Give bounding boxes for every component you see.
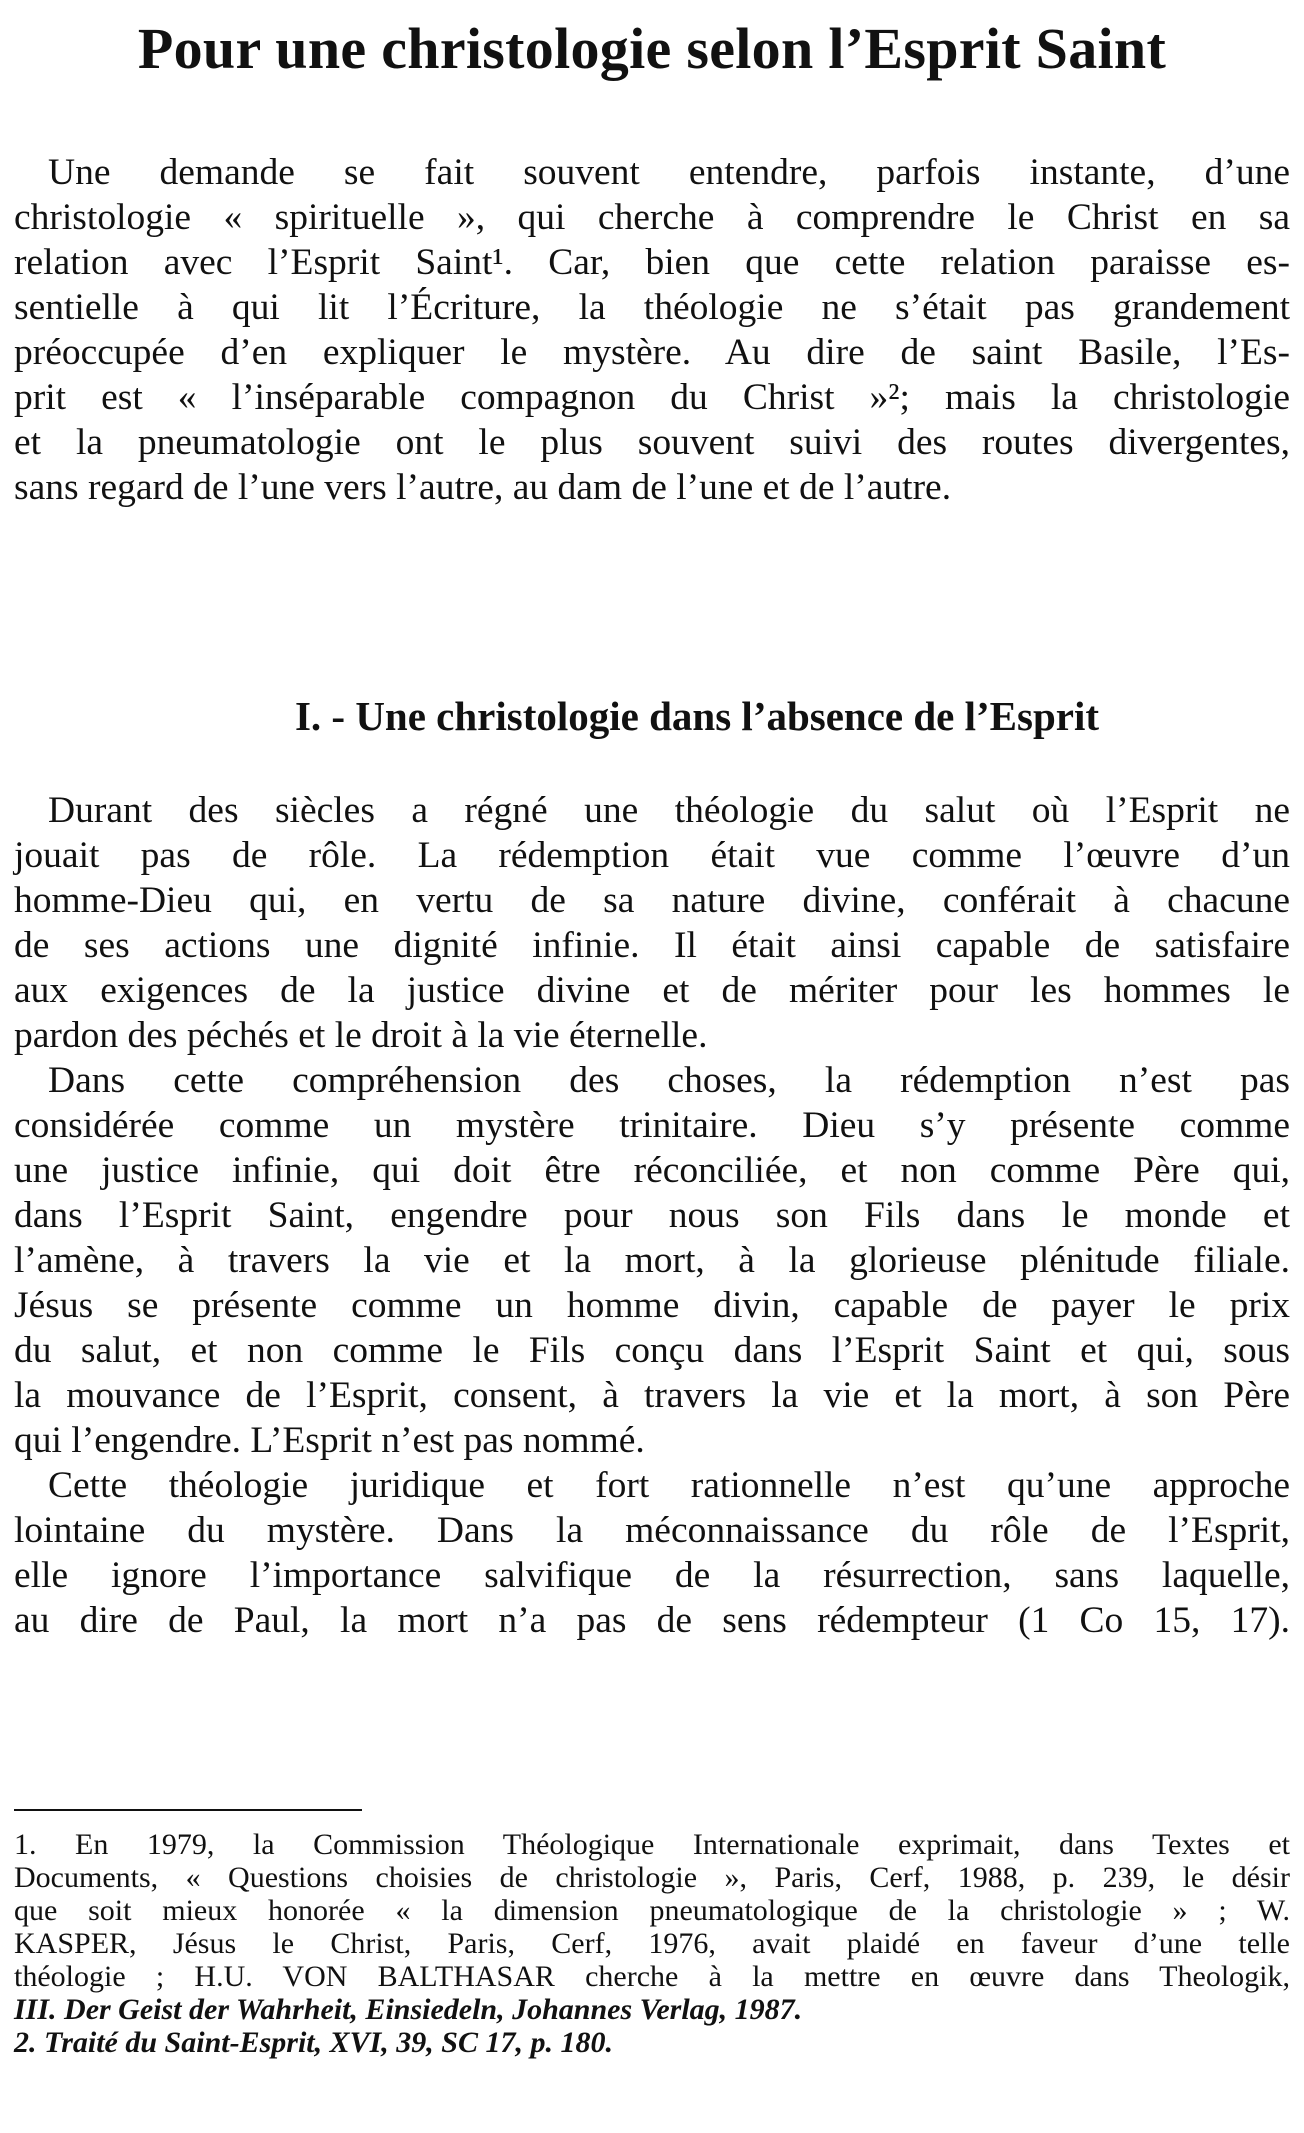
section-line: considérée comme un mystère trinitaire. Dieu s’y présente comme — [14, 1105, 1290, 1146]
section-line: aux exigences de la justice divine et de mériter pour les hommes le — [14, 970, 1290, 1011]
section-line: du salut, et non comme le Fils conçu dans l’Esprit Saint et qui, sous — [14, 1330, 1290, 1371]
section-line: elle ignore l’importance salvifique de la résurrection, sans laquelle, — [14, 1555, 1290, 1596]
section-line: qui l’engendre. L’Esprit n’est pas nommé. — [14, 1420, 645, 1461]
footnote-line: que soit mieux honorée « la dimension pneumatologique de la christologie » ; W. — [14, 1894, 1290, 1927]
section-line: Jésus se présente comme un homme divin, capable de payer le prix — [14, 1285, 1290, 1326]
section-line: dans l’Esprit Saint, engendre pour nous son Fils dans le monde et — [14, 1195, 1290, 1236]
intro-line: relation avec l’Esprit Saint¹. Car, bien que cette relation paraisse es- — [14, 242, 1290, 283]
footnotes — [14, 1828, 1290, 2059]
footnote-line: III. Der Geist der Wahrheit, Einsiedeln, Johannes Verlag, 1987. — [14, 1993, 803, 2026]
intro-line: sentielle à qui lit l’Écriture, la théologie ne s’était pas grandement — [14, 287, 1290, 328]
intro-paragraph — [14, 150, 1290, 510]
section-line: l’amène, à travers la vie et la mort, à la glorieuse plénitude filiale. — [14, 1240, 1290, 1281]
section-heading: I. - Une christologie dans l’absence de l’Esprit — [294, 693, 1100, 739]
intro-line: christologie « spirituelle », qui cherche à comprendre le Christ en sa — [14, 197, 1290, 238]
intro-line: préoccupée d’en expliquer le mystère. Au dire de saint Basile, l’Es- — [14, 332, 1290, 373]
section-line: homme-Dieu qui, en vertu de sa nature divine, conférait à chacune — [14, 880, 1290, 921]
intro-line: et la pneumatologie ont le plus souvent suivi des routes divergentes, — [14, 422, 1290, 463]
footnote-line: Documents, « Questions choisies de christologie », Paris, Cerf, 1988, p. 239, le désir — [14, 1861, 1290, 1894]
section-line: Dans cette compréhension des choses, la rédemption n’est pas — [48, 1060, 1290, 1101]
section-line: une justice infinie, qui doit être réconciliée, et non comme Père qui, — [14, 1150, 1290, 1191]
section-line: la mouvance de l’Esprit, consent, à travers la vie et la mort, à son Père — [14, 1375, 1290, 1416]
section-line: Cette théologie juridique et fort rationnelle n’est qu’une approche — [48, 1465, 1290, 1506]
page-title: Pour une christologie selon l’Esprit Saint — [137, 16, 1167, 81]
footnote-line: KASPER, Jésus le Christ, Paris, Cerf, 1976, avait plaidé en faveur d’une telle — [14, 1927, 1290, 1960]
footnote-line: théologie ; H.U. VON BALTHASAR cherche à la mettre en œuvre dans Theologik, — [14, 1960, 1290, 1993]
section-line: jouait pas de rôle. La rédemption était vue comme l’œuvre d’un — [14, 835, 1290, 876]
section-line: pardon des péchés et le droit à la vie éternelle. — [14, 1015, 708, 1056]
intro-line: prit est « l’inséparable compagnon du Christ »²; mais la christologie — [14, 377, 1290, 418]
section-body — [14, 788, 1290, 1643]
intro-line: sans regard de l’une vers l’autre, au dam de l’une et de l’autre. — [14, 467, 952, 508]
section-line: Durant des siècles a régné une théologie du salut où l’Esprit ne — [48, 790, 1290, 831]
intro-line: Une demande se fait souvent entendre, parfois instante, d’une — [48, 152, 1290, 193]
section-line: au dire de Paul, la mort n’a pas de sens rédempteur (1 Co 15, 17). — [14, 1600, 1290, 1641]
footnote-divider — [14, 1809, 362, 1811]
section-line: de ses actions une dignité infinie. Il était ainsi capable de satisfaire — [14, 925, 1290, 966]
footnote-line: 1. En 1979, la Commission Théologique Internationale exprimait, dans Textes et — [14, 1828, 1290, 1861]
footnote-line: 2. Traité du Saint-Esprit, XVI, 39, SC 17, p. 180. — [14, 2026, 614, 2059]
section-line: lointaine du mystère. Dans la méconnaissance du rôle de l’Esprit, — [14, 1510, 1290, 1551]
